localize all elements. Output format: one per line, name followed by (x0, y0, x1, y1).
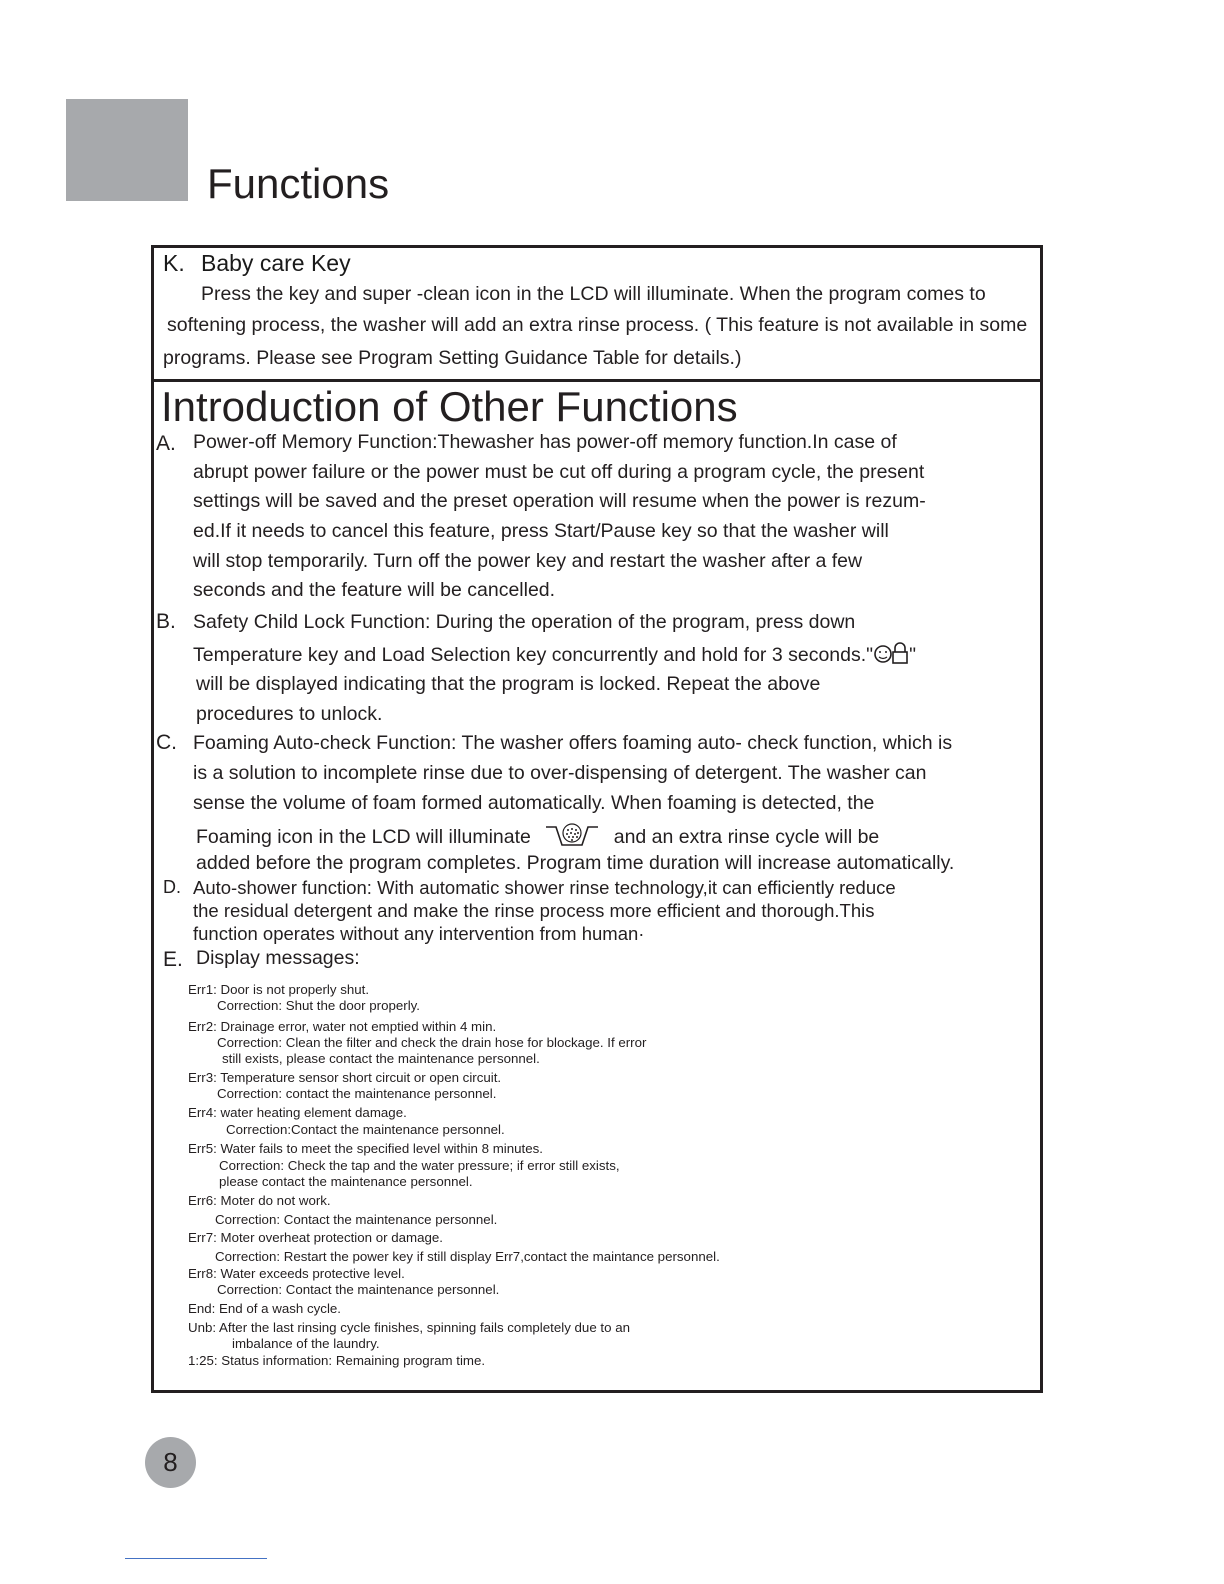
item-b-letter: B. (156, 610, 176, 633)
item-e-heading: Display messages: (196, 947, 360, 969)
item-c-line: Foaming Auto-check Function: The washer offers foaming auto- check function, which is (193, 732, 953, 754)
item-c-line-foam (196, 821, 879, 855)
item-a-line: settings will be saved and the preset operation will resume when the power is rezum- (193, 490, 926, 512)
message-line: Correction: Clean the filter and check the drain hose for blockage. If error (217, 1035, 647, 1050)
item-b-line: will be displayed indicating that the program is locked. Repeat the above (196, 673, 821, 695)
page-number: 8 (145, 1437, 196, 1488)
section-k-heading (163, 249, 351, 277)
item-b-line: procedures to unlock. (196, 703, 383, 725)
message-line: Err4: water heating element damage. (188, 1105, 407, 1120)
section-k-line: Press the key and super -clean icon in the LCD will illuminate. When the program comes to (201, 283, 986, 305)
message-line: Err6: Moter do not work. (188, 1193, 331, 1208)
item-d-line: Auto-shower function: With automatic shower rinse technology,it can efficiently reduce (193, 877, 896, 898)
message-line: Err5: Water fails to meet the specified level within 8 minutes. (188, 1141, 543, 1156)
page-title: Functions (207, 160, 390, 207)
item-c-letter: C. (156, 731, 177, 754)
item-c-line: is a solution to incomplete rinse due to over-dispensing of detergent. The washer can (193, 762, 927, 784)
item-c-line: added before the program completes. Program time duration will increase automatically. (196, 852, 955, 874)
message-line: imbalance of the laundry. (232, 1336, 380, 1351)
message-line: Correction: Shut the door properly. (217, 998, 421, 1013)
message-line: please contact the maintenance personnel. (219, 1174, 473, 1189)
item-d-line: function operates without any intervention from human· (193, 923, 645, 944)
item-a-line: ed.If it needs to cancel this feature, press Start/Pause key so that the washer will (193, 520, 889, 542)
message-line: Correction:Contact the maintenance personnel. (226, 1122, 505, 1137)
message-line: Correction: contact the maintenance personnel. (217, 1086, 497, 1101)
bottom-rule (125, 1558, 267, 1559)
item-a-line: abrupt power failure or the power must be cut off during a program cycle, the present (193, 461, 925, 483)
message-line: Err3: Temperature sensor short circuit or open circuit. (188, 1070, 502, 1085)
message-line: Unb: After the last rinsing cycle finishes, spinning fails completely due to an (188, 1320, 630, 1335)
section-k-title: Baby care Key (201, 250, 351, 276)
section-k-line: programs. Please see Program Setting Guidance Table for details.) (163, 347, 742, 369)
message-line: End: End of a wash cycle. (188, 1301, 341, 1316)
item-b-line: " (909, 644, 917, 667)
item-d-letter: D. (163, 877, 181, 897)
message-line: Err1: Door is not properly shut. (188, 982, 370, 997)
message-line: Err2: Drainage error, water not emptied within 4 min. (188, 1019, 497, 1034)
item-a-line: Power-off Memory Function:Thewasher has power-off memory function.In case of (193, 431, 897, 453)
message-line: still exists, please contact the maintenance personnel. (222, 1051, 540, 1066)
item-c-line: sense the volume of foam formed automatically. When foaming is detected, the (193, 792, 875, 814)
message-line: Correction: Restart the power key if still display Err7,contact the maintance personnel. (215, 1249, 720, 1264)
section-k-line: softening process, the washer will add an extra rinse process. ( This feature is not available in some (167, 314, 1028, 336)
intro-title: Introduction of Other Functions (161, 383, 738, 430)
message-line: 1:25: Status information: Remaining program time. (188, 1353, 486, 1368)
item-c-line: and an extra rinse cycle will be (613, 826, 880, 849)
item-d-line: the residual detergent and make the rinse process more efficient and thorough.This (193, 900, 875, 921)
message-line: Correction: Check the tap and the water pressure; if error still exists, (219, 1158, 620, 1173)
item-b-line: Safety Child Lock Function: During the operation of the program, press down (193, 611, 856, 633)
message-line: Correction: Contact the maintenance personnel. (217, 1282, 500, 1297)
message-line: Err7: Moter overheat protection or damage. (188, 1230, 443, 1245)
item-e-letter: E. (163, 948, 183, 971)
item-b-line: Temperature key and Load Selection key concurrently and hold for 3 seconds." (193, 644, 874, 667)
child-lock-icon (873, 640, 909, 672)
section-k-letter: K. (163, 250, 185, 276)
item-a-line: seconds and the feature will be cancelled. (193, 579, 556, 601)
message-line: Err8: Water exceeds protective level. (188, 1266, 405, 1281)
item-a-letter: A. (156, 432, 176, 455)
foam-icon (542, 821, 602, 855)
item-c-line: Foaming icon in the LCD will illuminate (196, 826, 531, 849)
header-block (66, 99, 188, 201)
message-line: Correction: Contact the maintenance personnel. (215, 1212, 498, 1227)
item-b-line-lock (193, 640, 916, 672)
item-a-line: will stop temporarily. Turn off the power key and restart the washer after a few (193, 550, 863, 572)
